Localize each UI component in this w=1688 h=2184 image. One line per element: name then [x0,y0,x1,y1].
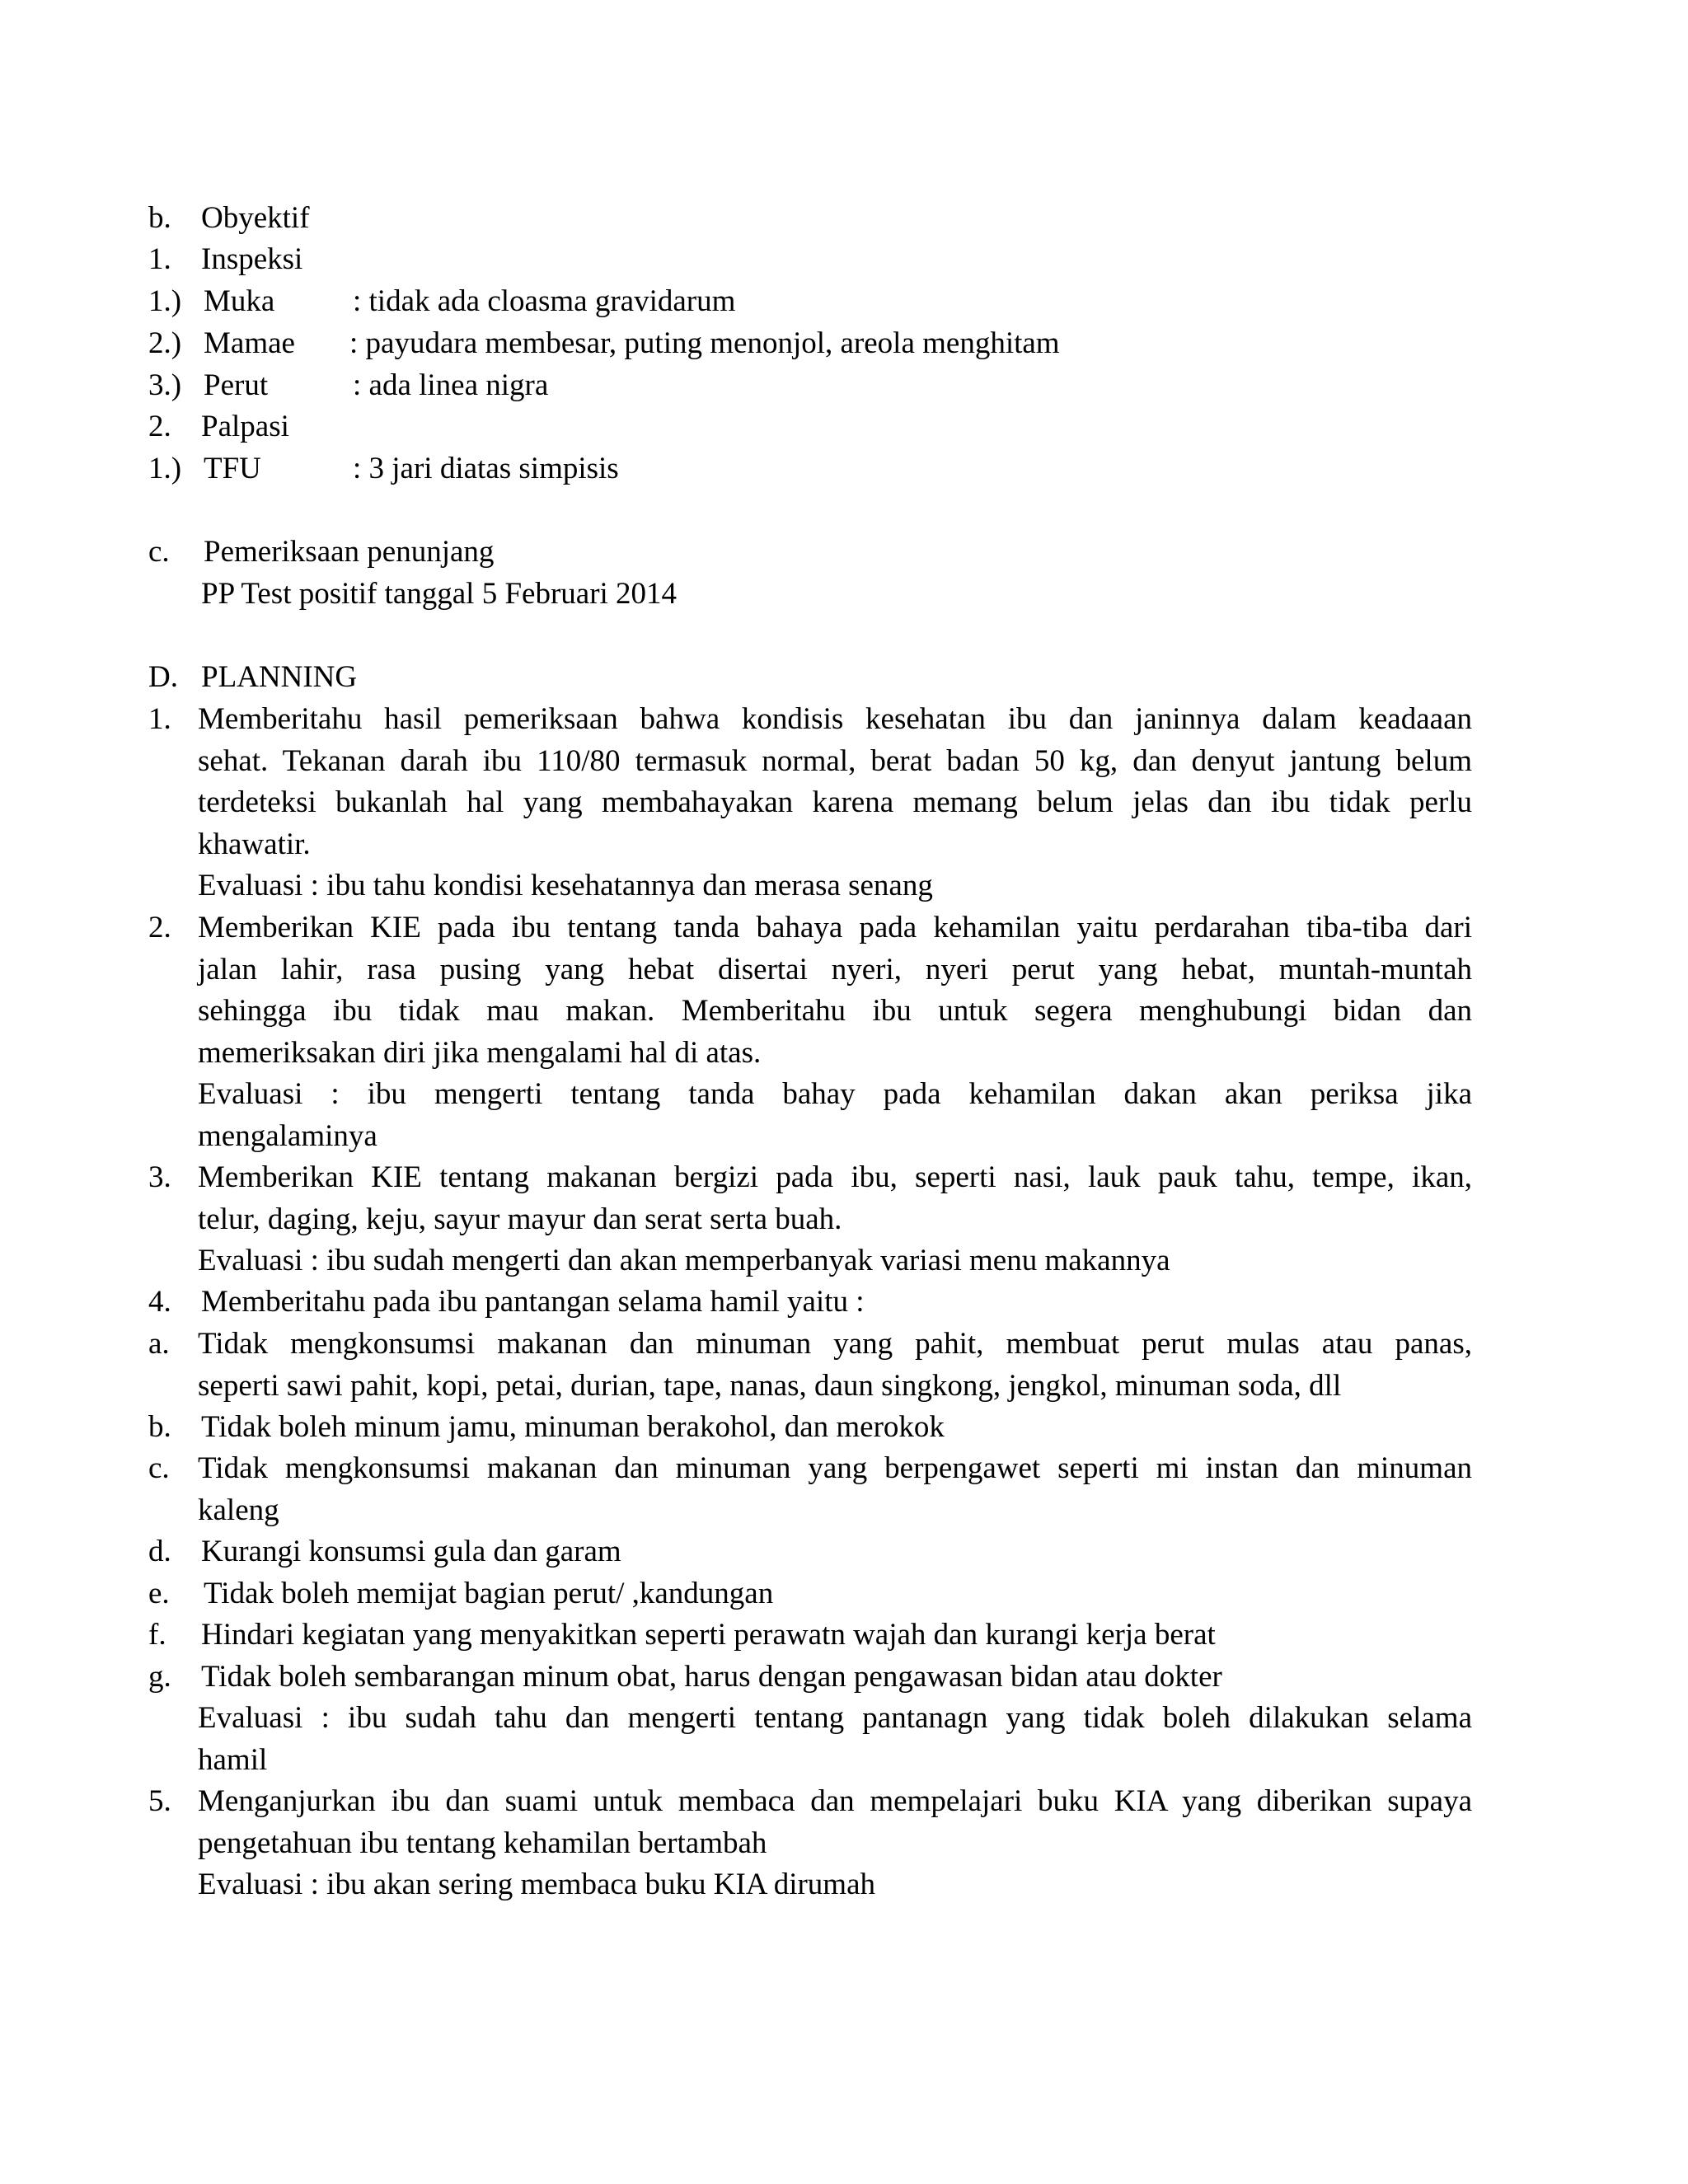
pantangan-item-g: Tidak boleh sembarangan minum obat, harus dengan pengawasan bidan atau dokter [201,1660,1222,1694]
planning-item-2 [198,907,1472,1157]
subheading-palpasi: Palpasi [201,410,289,443]
list-marker: b. [148,1410,171,1444]
paragraph-line: kaleng [198,1493,279,1527]
subheading-inspeksi: Inspeksi [201,242,303,276]
section-marker: D. [148,660,178,694]
list-marker: c. [148,1451,170,1485]
penunjang-text: PP Test positif tanggal 5 Februari 2014 [201,577,678,611]
list-marker: 3.) [148,368,182,402]
pantangan-item-c [198,1448,1472,1531]
paragraph-line: telur, daging, keju, sayur mayur dan serat serta buah. [198,1202,842,1236]
planning-item-1 [198,699,1472,907]
paragraph-line: Memberikan KIE pada ibu tentang tanda bahaya pada kehamilan yaitu perdarahan tiba-tiba dari [198,911,1472,944]
list-marker: 5. [148,1784,171,1818]
paragraph-line: Tidak mengkonsumsi makanan dan minuman yang pahit, membuat perut mulas atau panas, [198,1327,1472,1361]
field-label-tfu: TFU [204,452,261,485]
list-marker: f. [148,1618,166,1652]
paragraph-line: Memberikan KIE tentang makanan bergizi pada ibu, seperti nasi, lauk pauk tahu, tempe, ikan, [198,1160,1472,1194]
paragraph-line: memeriksakan diri jika mengalami hal di atas. [198,1035,762,1070]
paragraph-line: terdeteksi bukanlah hal yang membahayakan karena memang belum jelas dan ibu tidak perlu [198,785,1472,819]
paragraph-line: seperti sawi pahit, kopi, petai, durian, tape, nanas, daun singkong, jengkol, minuman soda, dll [198,1368,1342,1403]
field-value-perut: : ada linea nigra [353,368,549,402]
section-heading-obyektif: Obyektif [201,201,310,235]
list-marker: 3. [148,1160,171,1194]
evaluasi-line: Evaluasi : ibu akan sering membaca buku KIA dirumah [198,1868,876,1901]
paragraph-line: sehingga ibu tidak mau makan. Memberitahu ibu untuk segera menghubungi bidan dan [198,994,1472,1028]
list-marker: 1.) [148,452,182,485]
evaluasi-line: hamil [198,1742,268,1777]
field-label-perut: Perut [204,368,269,402]
list-marker: e. [148,1577,170,1610]
list-marker: 4. [148,1285,171,1319]
planning-item-4-intro: Memberitahu pada ibu pantangan selama hamil yaitu : [201,1285,865,1319]
list-marker: a. [148,1327,170,1361]
field-label-muka: Muka [204,284,275,318]
paragraph-line: Menganjurkan ibu dan suami untuk membaca dan mempelajari buku KIA yang diberikan supaya [198,1784,1472,1818]
planning-item-4-evaluasi [198,1698,1472,1781]
paragraph-line: jalan lahir, rasa pusing yang hebat disertai nyeri, nyeri perut yang hebat, muntah-muntah [198,952,1472,987]
evaluasi-line: Evaluasi : ibu tahu kondisi kesehatannya dan merasa senang [198,869,933,902]
paragraph-line: khawatir. [198,827,311,861]
pantangan-item-f: Hindari kegiatan yang menyakitkan seperti perawatn wajah dan kurangi kerja berat [201,1618,1216,1652]
evaluasi-line: Evaluasi : ibu sudah mengerti dan akan memperbanyak variasi menu makannya [198,1244,1170,1277]
evaluasi-line: mengalaminya [198,1118,377,1153]
pantangan-item-a [198,1324,1472,1407]
list-marker: 1. [148,702,171,736]
list-marker: 2. [148,410,171,443]
evaluasi-line: Evaluasi : ibu sudah tahu dan mengerti tentang pantanagn yang tidak boleh dilakukan selama [198,1701,1472,1735]
list-marker: 1. [148,242,171,276]
section-heading-planning: PLANNING [201,660,358,694]
field-value-muka: : tidak ada cloasma gravidarum [353,284,736,318]
paragraph-line: sehat. Tekanan darah ibu 110/80 termasuk normal, berat badan 50 kg, dan denyut jantung belum [198,743,1472,778]
paragraph-line: pengetahuan ibu tentang kehamilan bertambah [198,1825,767,1860]
pantangan-item-b: Tidak boleh minum jamu, minuman berakohol, dan merokok [201,1410,945,1444]
planning-item-5 [198,1781,1472,1906]
list-marker: 2. [148,911,171,944]
field-value-tfu: : 3 jari diatas simpisis [353,452,619,485]
paragraph-line: Memberitahu hasil pemeriksaan bahwa kondisis kesehatan ibu dan janinnya dalam keadaaan [198,702,1472,736]
field-value-mamae: : payudara membesar, puting menonjol, areola menghitam [349,326,1060,360]
list-marker: 2.) [148,326,182,360]
pantangan-item-e: Tidak boleh memijat bagian perut/ ,kandungan [204,1577,774,1610]
section-heading-penunjang: Pemeriksaan penunjang [204,535,495,569]
list-marker: d. [148,1535,171,1568]
paragraph-line: Tidak mengkonsumsi makanan dan minuman yang berpengawet seperti mi instan dan minuman [198,1451,1472,1485]
evaluasi-line: Evaluasi : ibu mengerti tentang tanda bahay pada kehamilan dakan akan periksa jika [198,1077,1472,1111]
pantangan-item-d: Kurangi konsumsi gula dan garam [201,1535,621,1568]
section-marker: c. [148,535,170,569]
list-marker: g. [148,1660,171,1694]
field-label-mamae: Mamae [204,326,295,360]
planning-item-3 [198,1157,1472,1282]
section-marker: b. [148,201,171,235]
list-marker: 1.) [148,284,182,318]
